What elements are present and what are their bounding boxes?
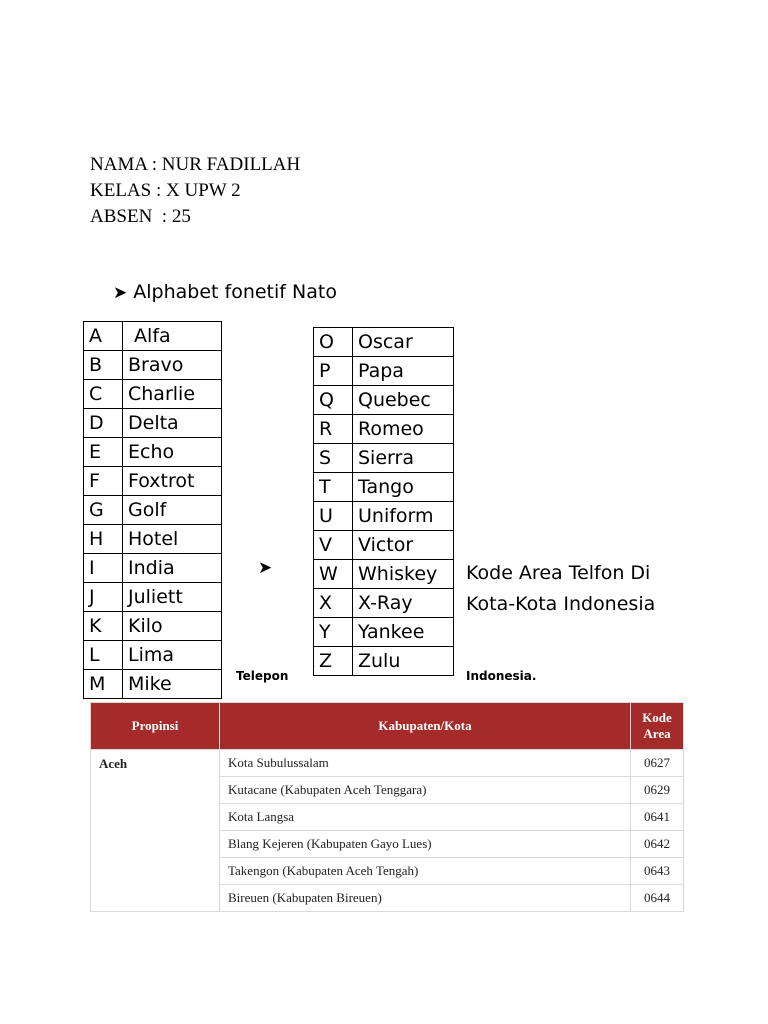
nato-row — [84, 409, 222, 438]
nato-row — [314, 444, 454, 473]
nato-row — [314, 502, 454, 531]
label-indonesia: Indonesia. — [466, 669, 537, 683]
kode-area-title-line1: Kode Area Telfon Di — [466, 562, 651, 584]
nato-table-left — [83, 321, 222, 699]
nato-letter: W — [314, 560, 353, 589]
kode-cell: 0629 — [631, 777, 684, 804]
nato-word: Foxtrot — [123, 467, 222, 496]
nato-letter: D — [84, 409, 123, 438]
nato-row — [314, 473, 454, 502]
nato-row — [84, 525, 222, 554]
area-code-table — [90, 702, 684, 912]
nato-row — [314, 357, 454, 386]
nato-table-right — [313, 327, 454, 676]
nato-row — [314, 415, 454, 444]
nato-letter: E — [84, 438, 123, 467]
nato-word: X-Ray — [353, 589, 454, 618]
label-telepon: Telepon — [236, 669, 289, 683]
nato-word: India — [123, 554, 222, 583]
nato-letter: C — [84, 380, 123, 409]
nato-word: Romeo — [353, 415, 454, 444]
nato-row — [84, 583, 222, 612]
province-cell: Aceh — [91, 750, 220, 912]
nato-letter: Q — [314, 386, 353, 415]
nato-row — [84, 641, 222, 670]
nato-word: Sierra — [353, 444, 454, 473]
nato-letter: K — [84, 612, 123, 641]
nato-row — [314, 328, 454, 357]
nato-word: Kilo — [123, 612, 222, 641]
nato-word: Lima — [123, 641, 222, 670]
student-absen: ABSEN : 25 — [90, 206, 191, 227]
arrow-bullet-icon: ➤ — [258, 558, 273, 578]
nato-word: Quebec — [353, 386, 454, 415]
kota-cell: Kota Langsa — [220, 804, 631, 831]
kota-cell: Blang Kejeren (Kabupaten Gayo Lues) — [220, 831, 631, 858]
student-class: KELAS : X UPW 2 — [90, 180, 241, 201]
kota-cell: Bireuen (Kabupaten Bireuen) — [220, 885, 631, 912]
nato-letter: Z — [314, 647, 353, 676]
student-info — [90, 152, 300, 230]
nato-word: Hotel — [123, 525, 222, 554]
nato-letter: L — [84, 641, 123, 670]
nato-word: Tango — [353, 473, 454, 502]
kota-cell: Takengon (Kabupaten Aceh Tengah) — [220, 858, 631, 885]
nato-word: Whiskey — [353, 560, 454, 589]
nato-letter: B — [84, 351, 123, 380]
nato-word: Mike — [123, 670, 222, 699]
section-heading — [113, 281, 337, 303]
nato-letter: R — [314, 415, 353, 444]
kota-cell: Kutacane (Kabupaten Aceh Tenggara) — [220, 777, 631, 804]
nato-letter: S — [314, 444, 353, 473]
nato-word: Papa — [353, 357, 454, 386]
kota-cell: Kota Subulussalam — [220, 750, 631, 777]
nato-word: Victor — [353, 531, 454, 560]
nato-word: Oscar — [353, 328, 454, 357]
nato-letter: V — [314, 531, 353, 560]
nato-row — [314, 386, 454, 415]
nato-letter: O — [314, 328, 353, 357]
kode-cell: 0644 — [631, 885, 684, 912]
nato-letter: H — [84, 525, 123, 554]
nato-row — [84, 612, 222, 641]
nato-row — [84, 380, 222, 409]
area-table-header-row — [91, 703, 684, 750]
nato-letter: J — [84, 583, 123, 612]
nato-row — [84, 554, 222, 583]
header-kode: Kode Area — [631, 703, 684, 750]
kode-area-title-line2: Kota-Kota Indonesia — [466, 593, 656, 615]
kode-cell: 0627 — [631, 750, 684, 777]
header-kota: Kabupaten/Kota — [220, 703, 631, 750]
nato-letter: I — [84, 554, 123, 583]
section-title: Alphabet fonetif Nato — [133, 281, 337, 303]
nato-row — [84, 322, 222, 351]
nato-word: Yankee — [353, 618, 454, 647]
nato-word: Alfa — [123, 322, 222, 351]
nato-letter: F — [84, 467, 123, 496]
nato-row — [84, 351, 222, 380]
kode-area-title — [466, 558, 655, 620]
nato-row — [314, 647, 454, 676]
nato-word: Bravo — [123, 351, 222, 380]
nato-row — [314, 589, 454, 618]
nato-word: Golf — [123, 496, 222, 525]
nato-row — [314, 531, 454, 560]
nato-row — [84, 467, 222, 496]
nato-row — [314, 618, 454, 647]
nato-row — [84, 496, 222, 525]
nato-word: Charlie — [123, 380, 222, 409]
nato-word: Delta — [123, 409, 222, 438]
arrow-bullet-icon: ➤ — [113, 283, 128, 303]
table-row — [91, 750, 684, 777]
nato-row — [84, 670, 222, 699]
nato-letter: Y — [314, 618, 353, 647]
nato-letter: M — [84, 670, 123, 699]
header-propinsi: Propinsi — [91, 703, 220, 750]
student-name: NAMA : NUR FADILLAH — [90, 154, 301, 175]
nato-word: Juliett — [123, 583, 222, 612]
nato-letter: P — [314, 357, 353, 386]
nato-word: Zulu — [353, 647, 454, 676]
nato-letter: X — [314, 589, 353, 618]
kode-cell: 0643 — [631, 858, 684, 885]
nato-word: Echo — [123, 438, 222, 467]
nato-letter: T — [314, 473, 353, 502]
kode-cell: 0642 — [631, 831, 684, 858]
nato-letter: A — [84, 322, 123, 351]
nato-row — [84, 438, 222, 467]
nato-word: Uniform — [353, 502, 454, 531]
nato-row — [314, 560, 454, 589]
kode-cell: 0641 — [631, 804, 684, 831]
nato-letter: U — [314, 502, 353, 531]
nato-letter: G — [84, 496, 123, 525]
